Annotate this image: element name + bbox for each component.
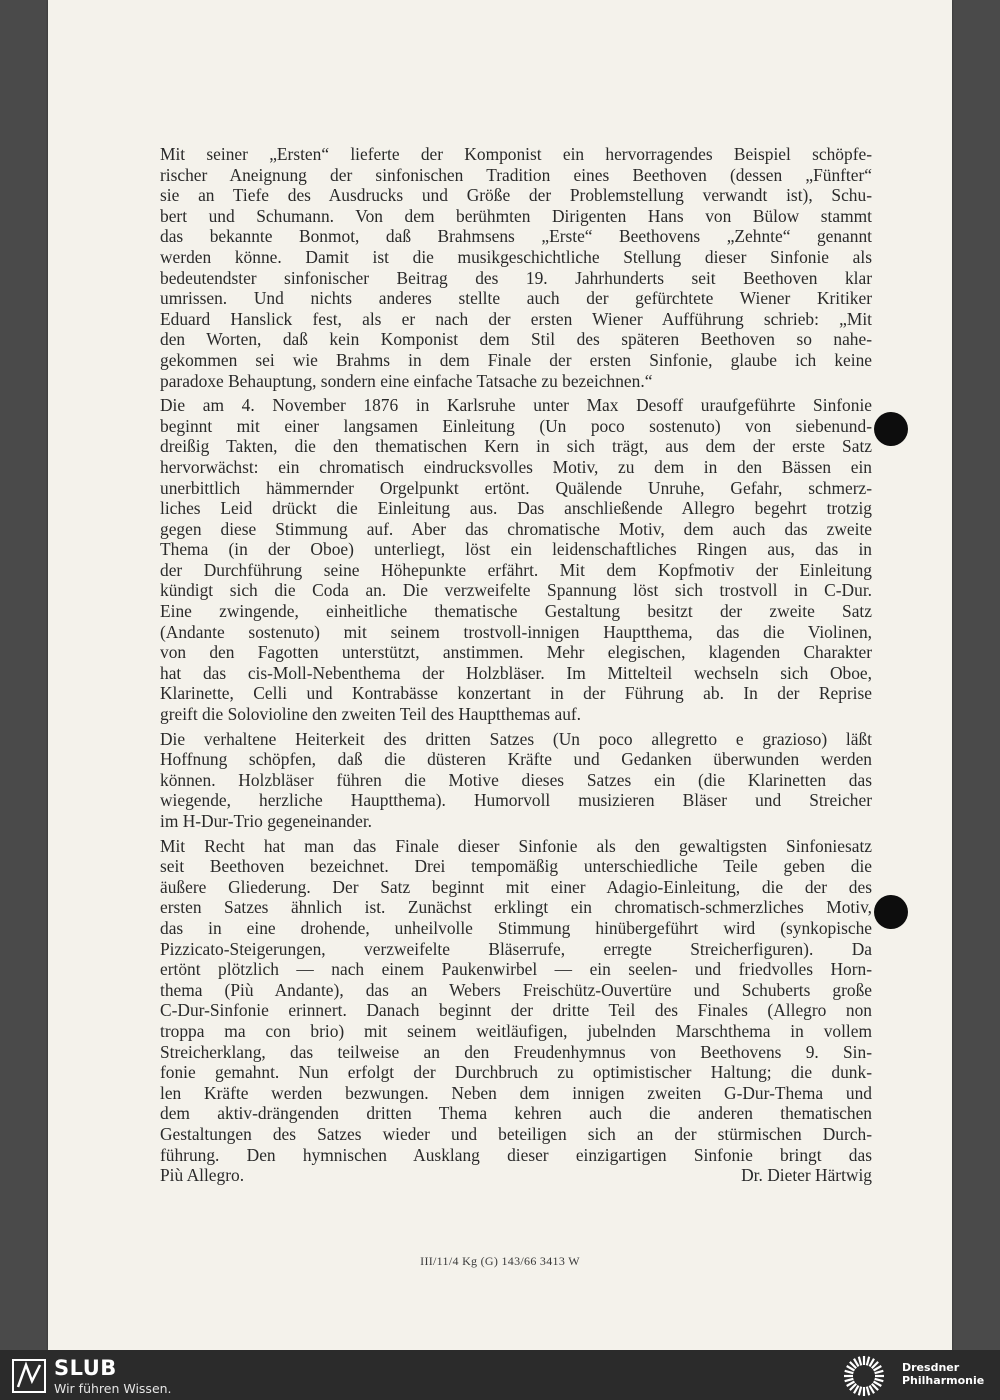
text-line: Pizzicato-Steigerungen, verzweifelte Bläserrufe, erregte Streicherfiguren). Da [160,938,872,959]
paragraph-1 [160,144,872,391]
text-line: Mit seiner „Ersten“ lieferte der Komponist ein hervorragendes Beispiel schöpfe- [160,144,872,164]
text-line: paradoxe Behauptung, sondern eine einfache Tatsache zu bezeichnen.“ [160,370,653,391]
text-line: Streicherklang, das teilweise an den Freudenhymnus von Beethovens 9. Sin- [160,1041,872,1062]
text-line: führung. Den hymnischen Ausklang dieser einzigartigen Sinfonie bringt das [160,1144,872,1165]
text-line: Hoffnung schöpfen, daß die düsteren Kräfte und Gedanken überwunden werden [160,749,872,770]
text-line: Klarinette, Celli und Kontrabässe konzertant in der Führung ab. In der Reprise [160,683,872,704]
text-line: fonie gemahnt. Nun erfolgt der Durchbruch zu optimistischer Haltung; die dunk- [160,1062,872,1083]
paragraph-2 [160,395,872,725]
paragraph-4 [160,836,872,1166]
partner-line-2: Philharmonie [902,1374,985,1387]
text-line: den Worten, daß kein Komponist dem Stil des späteren Beethoven so nahe- [160,329,872,350]
author-signature: Dr. Dieter Härtwig [741,1165,872,1186]
scan-edge-left [0,0,48,1350]
text-line: äußere Gliederung. Der Satz beginnt mit einer Adagio-Einleitung, die der des [160,876,872,897]
slub-brand: SLUB [54,1356,117,1380]
punch-hole-top [874,412,908,446]
text-line: von den Fagotten unterstützt, anstimmen. Mehr elegischen, klagenden Charakter [160,642,872,663]
slub-slogan: Wir führen Wissen. [54,1381,172,1396]
text-line: liches Leid drückt die Einleitung aus. Das anschließende Allegro begehrt trotzig [160,498,872,519]
text-line: (Andante sostenuto) mit seinem trostvoll-innigen Hauptthema, das die Violinen, [160,621,872,642]
text-line: Die am 4. November 1876 in Karlsruhe unter Max Desoff uraufgeführte Sinfonie [160,395,872,416]
text-line: rischer Aneignung der sinfonischen Tradition eines Beethoven (dessen „Fünfter“ [160,164,872,185]
punch-hole-bottom [874,895,908,929]
text-line: umrissen. Und nichts anderes stellte auch der gefürchtete Wiener Kritiker [160,288,872,309]
text-line: ertönt plötzlich — nach einem Paukenwirbel — ein seelen- und friedvolles Horn- [160,959,872,980]
text-line: hervorwächst: ein chromatisch eindrucksvolles Motiv, zu dem in den Bässen ein [160,456,872,477]
text-line: seit Beethoven bezeichnet. Drei tempomäßig unterschiedliche Teile geben die [160,856,872,877]
closing-text: Più Allegro. [160,1165,245,1186]
scan-edge-right [952,0,1000,1350]
text-line: das in eine drohende, unheilvolle Stimmung hinübergeführt wird (synkopische [160,917,872,938]
text-line: können. Holzbläser führen die Motive dieses Satzes ein (die Klarinetten das [160,769,872,790]
text-line: beginnt mit einer langsamen Einleitung (Un poco sostenuto) von siebenund- [160,415,872,436]
text-line: greift die Solovioline den zweiten Teil des Hauptthemas auf. [160,704,582,725]
text-line: wiegende, herzliche Hauptthema). Humorvoll musizieren Bläser und Streicher [160,790,872,811]
article-body [160,144,872,1186]
text-line: dem aktiv-drängenden dritten Thema kehren auch die anderen thematischen [160,1103,872,1124]
text-line: der Durchführung seine Höhepunkte erfährt. Mit dem Kopfmotiv der Einleitung [160,559,872,580]
paragraph-3 [160,729,872,832]
text-line: C-Dur-Sinfonie erinnert. Danach beginnt der dritte Teil des Finales (Allegro non [160,1000,872,1021]
partner-name [902,1361,984,1387]
text-line: thema (Più Andante), das an Webers Freischütz-Ouvertüre und Schuberts große [160,979,872,1000]
text-line: troppa ma con brio) mit seinem weitläufigen, jubelnden Marschthema in vollem [160,1020,872,1041]
text-line: Eine zwingende, einheitliche thematische Gestaltung besitzt der zweite Satz [160,601,872,622]
text-line: ersten Satzes ähnlich ist. Zunächst erklingt ein chromatisch-schmerzliches Motiv, [160,897,872,918]
text-line: Mit Recht hat man das Finale dieser Sinfonie als den gewaltigsten Sinfoniesatz [160,835,872,856]
text-line: gekommen sei wie Brahms in dem Finale der ersten Sinfonie, glaube ich keine [160,349,872,370]
text-line: gegen diese Stimmung auf. Aber das chromatische Motiv, dem auch das zweite [160,518,872,539]
text-line: dreißig Takten, die den thematischen Kern in sich trägt, aus dem der erste Satz [160,436,872,457]
text-line: kündigt sich die Coda an. Die verzweifelte Spannung löst sich trostvoll in C-Dur. [160,580,872,601]
text-line: len Kräfte werden bezwungen. Neben dem innigen zweiten G-Dur-Thema und [160,1082,872,1103]
text-line: Thema (in der Oboe) unterliegt, löst ein leidenschaftliches Ringen aus, das in [160,539,872,560]
text-line: Die verhaltene Heiterkeit des dritten Satzes (Un poco allegretto e grazioso) läßt [160,728,872,749]
text-line: im H-Dur-Trio gegeneinander. [160,811,372,831]
text-line: sie an Tiefe des Ausdrucks und Größe der Problemstellung verwandt ist), Schu- [160,185,872,206]
text-line: Eduard Hanslick fest, als er nach der ersten Wiener Aufführung schrieb: „Mit [160,308,872,329]
text-line: werden könne. Damit ist die musikgeschichtliche Stellung dieser Sinfonie als [160,246,872,267]
slub-logo-icon [12,1359,46,1393]
closing-line [160,1165,872,1186]
partner-line-1: Dresdner [902,1361,960,1374]
text-line: das bekannte Bonmot, daß Brahmsens „Erste“ Beethovens „Zehnte“ genannt [160,226,872,247]
text-line: hat das cis-Moll-Nebenthema der Holzbläser. Im Mittelteil wechseln sich Oboe, [160,662,872,683]
text-line: unerbittlich hämmernder Orgelpunkt ertönt. Quälende Unruhe, Gefahr, schmerz- [160,477,872,498]
document-page [48,0,952,1350]
text-line: bedeutendster sinfonischer Beitrag des 19. Jahrhunderts seit Beethoven klar [160,267,872,288]
footer-bar [0,1350,1000,1400]
philharmonie-logo-icon [842,1354,886,1398]
text-line: Gestaltungen des Satzes wieder und beteiligen sich an der stürmischen Durch- [160,1123,872,1144]
print-code: III/11/4 Kg (G) 143/66 3413 W [420,1254,580,1268]
text-line: bert und Schumann. Von dem berühmten Dirigenten Hans von Bülow stammt [160,205,872,226]
